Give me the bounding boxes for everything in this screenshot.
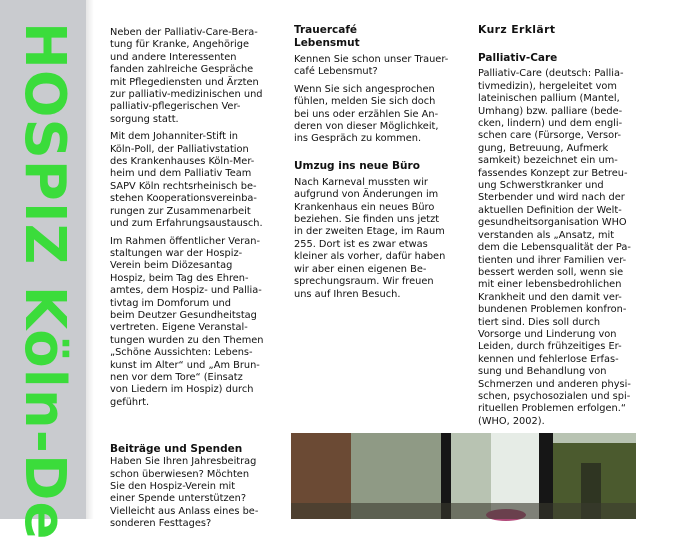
column-1 bbox=[110, 27, 280, 531]
col1-paragraph-2: Mit dem Johanniter-Stift in Köln-Poll, der Palliativstation des Krankenhauses Köln-Mer- heim und dem Palliativ Team SAPV Köln rechtsrheinisch be- stehen Kooperationsvereinba- rungen zur Zusammenarbeit und zum Erfahrungsaustausch. bbox=[110, 131, 263, 230]
col2-paragraph-1: Kennen Sie schon unser Trauer- café Lebensmut? bbox=[294, 54, 449, 78]
col3-kicker: Kurz Erklärt bbox=[478, 23, 556, 36]
column-3 bbox=[478, 24, 648, 428]
col2-heading-umzug: Umzug ins neue Büro bbox=[294, 159, 420, 172]
garden-photo-illustration bbox=[291, 433, 636, 519]
col1-paragraph-3: Im Rahmen öffentlicher Veran- staltungen war der Hospiz- Verein beim Diözesantag Hospiz, beim Tag des Ehren- amtes, dem Hospiz- und Pallia- tivtag im Domforum und beim Deutzer Gesundheitstag vertreten. Eigene Veranstal- tungen wurden zu den Themen „Schöne Aussichten: Lebens- kunst im Alter“ und „Am Brun- nen vor dem Tore“ (Einsatz von Liedern im Hospiz) durch geführt. bbox=[110, 235, 264, 408]
col1-heading-beitraege: Beiträge und Spenden bbox=[110, 443, 243, 456]
band-shadow bbox=[86, 0, 94, 519]
column-2 bbox=[294, 24, 464, 301]
vertical-title-text: HOSPIZ Köln-De bbox=[12, 22, 77, 541]
col3-paragraph-1: Palliativ-Care (deutsch: Pallia- tivmedizin), hergeleitet vom lateinischen pallium (Mantel, Umhang) bzw. palliare (bede- cken, lindern) und dem engli- schen care (Fürsorge, Versor- gung, Betreuung, Aufmerk samkeit) bezeichnet ein um- fassendes Konzept zur Betreu- ung Schwerstkranker und Sterbender und wird nach der aktuellen Definition der Welt- gesundheitsorganisation WHO verstanden als „Ansatz, mit dem die Lebensqualität der Pa- tienten und ihrer Familien ver- bessert werden soll, wenn sie mit einer lebensbedrohlichen Krankheit und den damit ver- bundenen Problemen konfron- tiert sind. Dies soll durch Vorsorge und Linderung von Leiden, durch frühzeitiges Er- kennen und fehlerlose Erfas- sung und Behandlung von Schmerzen und anderen physi- schen, psychosozialen und spi- rituellen Problemen erfolgen.“ (WHO, 2002). bbox=[478, 68, 631, 427]
vertical-title bbox=[12, 22, 77, 542]
col2-heading-trauercafe: Trauercafé Lebensmut bbox=[294, 24, 360, 49]
col1-paragraph-4: Haben Sie Ihren Jahresbeitrag schon überwiesen? Möchten Sie den Hospiz-Verein mit einer Spende unterstützen? Vielleicht aus Anlass eines be- sonderen Festtages? bbox=[110, 456, 259, 530]
col2-paragraph-3: Nach Karneval mussten wir aufgrund von Änderungen im Krankenhaus ein neues Büro beziehen. Sie finden uns jetzt in der zweiten Etage, im Raum 255. Dort ist es zwar etwas kleiner als vorher, dafür haben wir aber einen eigenen Be- sprechungsraum. Wir freuen uns auf Ihren Besuch. bbox=[294, 176, 446, 300]
col3-heading-palliativ: Palliativ-Care bbox=[478, 52, 558, 65]
col2-paragraph-2: Wenn Sie sich angesprochen fühlen, melden Sie sich doch bei uns oder erzählen Sie An- deren von dieser Möglichkeit, ins Gespräch zu kommen. bbox=[294, 83, 439, 145]
col1-paragraph-1: Neben der Palliativ-Care-Bera- tung für Kranke, Angehörige und andere Interessenten fanden zahlreiche Gespräche mit Pflegediensten und Ärzten zur palliativ-medizinischen und palliativ-pflegerischen Ver- sorgung statt. bbox=[110, 27, 263, 125]
garden-photo bbox=[291, 433, 636, 519]
